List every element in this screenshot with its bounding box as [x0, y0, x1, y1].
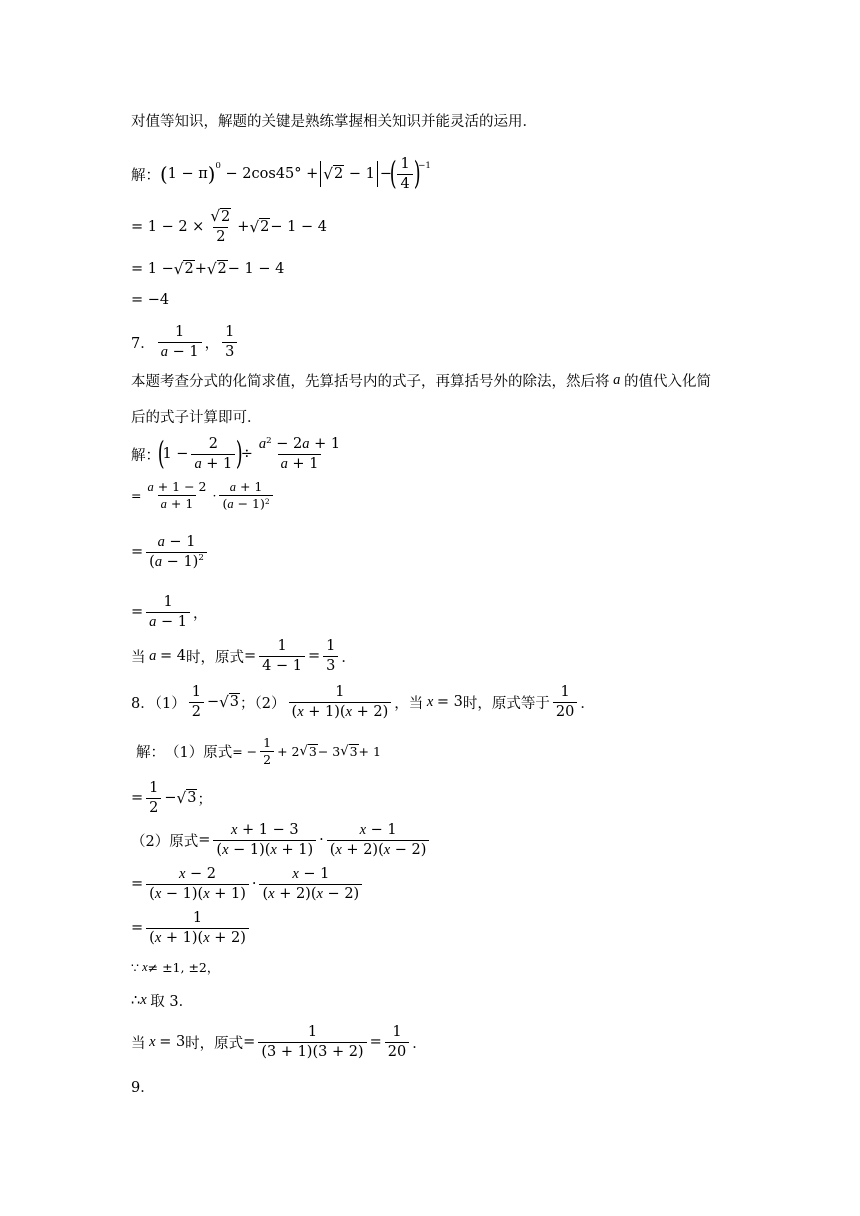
p8-step3: = $\frac{1}{(x + 1)(x + 2)}$	[131, 910, 252, 946]
p6-step1: = 1 − 2 × √ 2 2 + √ 2 − 1 − 4	[131, 207, 327, 245]
p8-therefore: ∴ x 取 3．	[131, 992, 194, 1010]
p8-part2: （2）原式 = $\frac{x + 1 - 3}{(x - 1)(x + 1)}$ · $\frac{x - 1}{(x + 2)(x - 2)}$	[131, 822, 432, 858]
p7-step1: = $\frac{a + 1 - 2}{a + 1}$ · $\frac{a + 1}{(a - 1)^2}$	[131, 480, 276, 512]
p8-because: ∵ x ≠ ±1, ±2 ，	[131, 959, 220, 975]
p6-result: = −4	[131, 292, 170, 308]
p8-eval: 当 x = 3 时，原式 = $\frac{1}{(3 + 1)(3 + 2)}$ = $\frac{1}{20}$ ．	[131, 1024, 427, 1060]
p6-equation: 解： ( 1 − π ) 0 − 2cos45° + √ 2 − 1 − ( $\frac{1}{4}$ ) −1	[131, 154, 431, 193]
intro-text: 对值等知识，解题的关键是熟练掌握相关知识并能灵活的运用．	[131, 114, 537, 130]
p7-step3: = $\frac{1}{a - 1}$ ，	[131, 594, 208, 630]
p7-desc: 本题考查分式的化简求值，先算括号内的式子，再算括号外的除法，然后将 a 的值代入化简	[131, 372, 711, 390]
p7-eval: 当 a = 4 时，原式 = $\frac{1}{4 - 1}$ = $\frac{1}{3}$ ．	[131, 638, 356, 674]
p7-step2: = $\frac{a - 1}{(a - 1)^2}$	[131, 534, 210, 570]
p7-equation: 解： ( 1 − $\frac{2}{a + 1}$ ) ÷ $\frac{a^2 - 2a + 1}{a + 1}$	[131, 434, 341, 473]
p8-step2: = $\frac{x - 2}{(x - 1)(x + 1)}$ · $\frac{x - 1}{(x + 2)(x - 2)}$	[131, 866, 365, 902]
p9-number: 9．	[131, 1080, 155, 1096]
p8-answer: 8．（1） $\frac{1}{2}$ − √ 3 ；（2） $\frac{1}{(x + 1)(x + 2)}$ ，当 x = 3 时，原式等于 $\frac{1}{20}$ ．	[131, 684, 595, 720]
p8-part1: 解： （1）原式 = − $\frac{1}{2}$ + 2 √ 3 − 3 √ 3 + 1	[136, 735, 381, 768]
p6-step2: = 1 − √ 2 + √ 2 − 1 − 4	[131, 260, 285, 278]
p8-part1-result: = $\frac{1}{2}$ − √ 3 ；	[131, 780, 212, 816]
p7-desc-2: 后的式子计算即可．	[131, 410, 262, 426]
p7-answer: 7． $\frac{1}{a - 1}$ ， $\frac{1}{3}$	[131, 324, 240, 360]
